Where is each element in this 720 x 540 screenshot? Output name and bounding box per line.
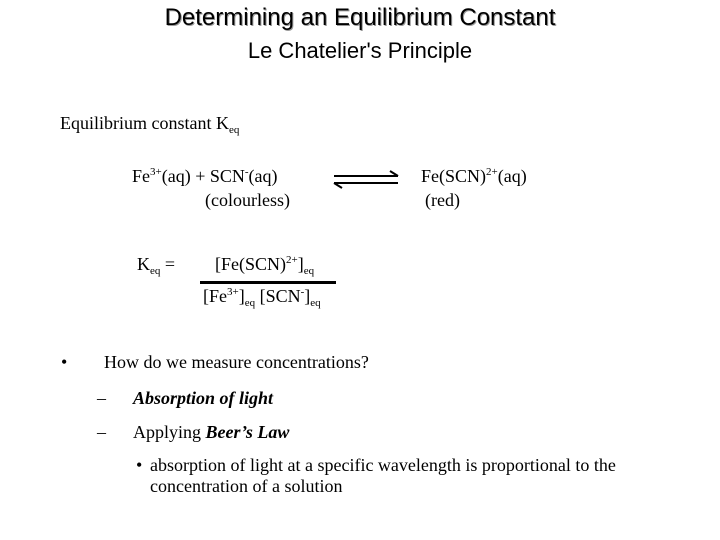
denominator-scn-charge: - — [300, 286, 305, 298]
item-beers-law-bold: Beer’s Law — [205, 422, 290, 442]
thiocyanate-state: (aq) — [248, 166, 278, 186]
thiocyanate-charge: - — [244, 166, 249, 178]
denominator-iron-bracket: ] — [238, 286, 245, 306]
reactants — [132, 166, 278, 187]
denominator-scn: [SCN — [255, 286, 301, 306]
keq-symbol: K — [137, 254, 150, 274]
keq-denominator — [203, 286, 321, 307]
keq-label — [137, 254, 175, 275]
keq-heading-sub: eq — [228, 124, 240, 136]
product-colour: (red) — [425, 190, 460, 210]
product-charge: 2+ — [486, 166, 498, 178]
question-text: How do we measure concentrations? — [104, 352, 369, 372]
product — [421, 166, 527, 187]
equilibrium-arrows-icon — [330, 170, 402, 190]
equals-sign: = — [160, 254, 176, 274]
bullet: • — [61, 352, 68, 372]
product-state: (aq) — [497, 166, 527, 186]
keq-symbol-sub: eq — [150, 265, 161, 277]
dash-2: – — [97, 422, 106, 442]
reactant-colour: (colourless) — [205, 190, 290, 210]
iron-charge: 3+ — [150, 166, 162, 178]
keq-heading-text: Equilibrium constant K — [60, 113, 229, 133]
denominator-iron-charge: 3+ — [227, 286, 239, 298]
sub-bullet: • — [136, 455, 143, 475]
item-absorption: Absorption of light — [133, 388, 274, 408]
denominator-iron: [Fe — [203, 286, 227, 306]
denominator-scn-bracket: ] — [304, 286, 311, 306]
denominator-iron-sub: eq — [244, 297, 256, 309]
numerator-bracket: ] — [297, 254, 304, 274]
numerator-sub: eq — [303, 265, 315, 277]
fraction-bar — [200, 281, 336, 284]
keq-heading — [60, 113, 239, 134]
numerator-formula: [Fe(SCN) — [215, 254, 286, 274]
page-subtitle: Le Chatelier's Principle — [247, 38, 473, 63]
denominator-scn-sub: eq — [310, 297, 321, 309]
iron-ion: Fe — [132, 166, 150, 186]
sub-bullet-text: absorption of light at a specific wavelength is proportional to the concentration of a solution — [150, 455, 616, 496]
page-title: Determining an Equilibrium Constant — [164, 4, 556, 31]
item-beers-law — [133, 422, 289, 443]
dash-1: – — [97, 388, 106, 408]
keq-numerator — [215, 254, 314, 275]
item-beers-law-prefix: Applying — [133, 422, 206, 442]
product-formula: Fe(SCN) — [421, 166, 487, 186]
numerator-charge: 2+ — [286, 254, 298, 266]
iron-state: (aq) + SCN — [161, 166, 245, 186]
